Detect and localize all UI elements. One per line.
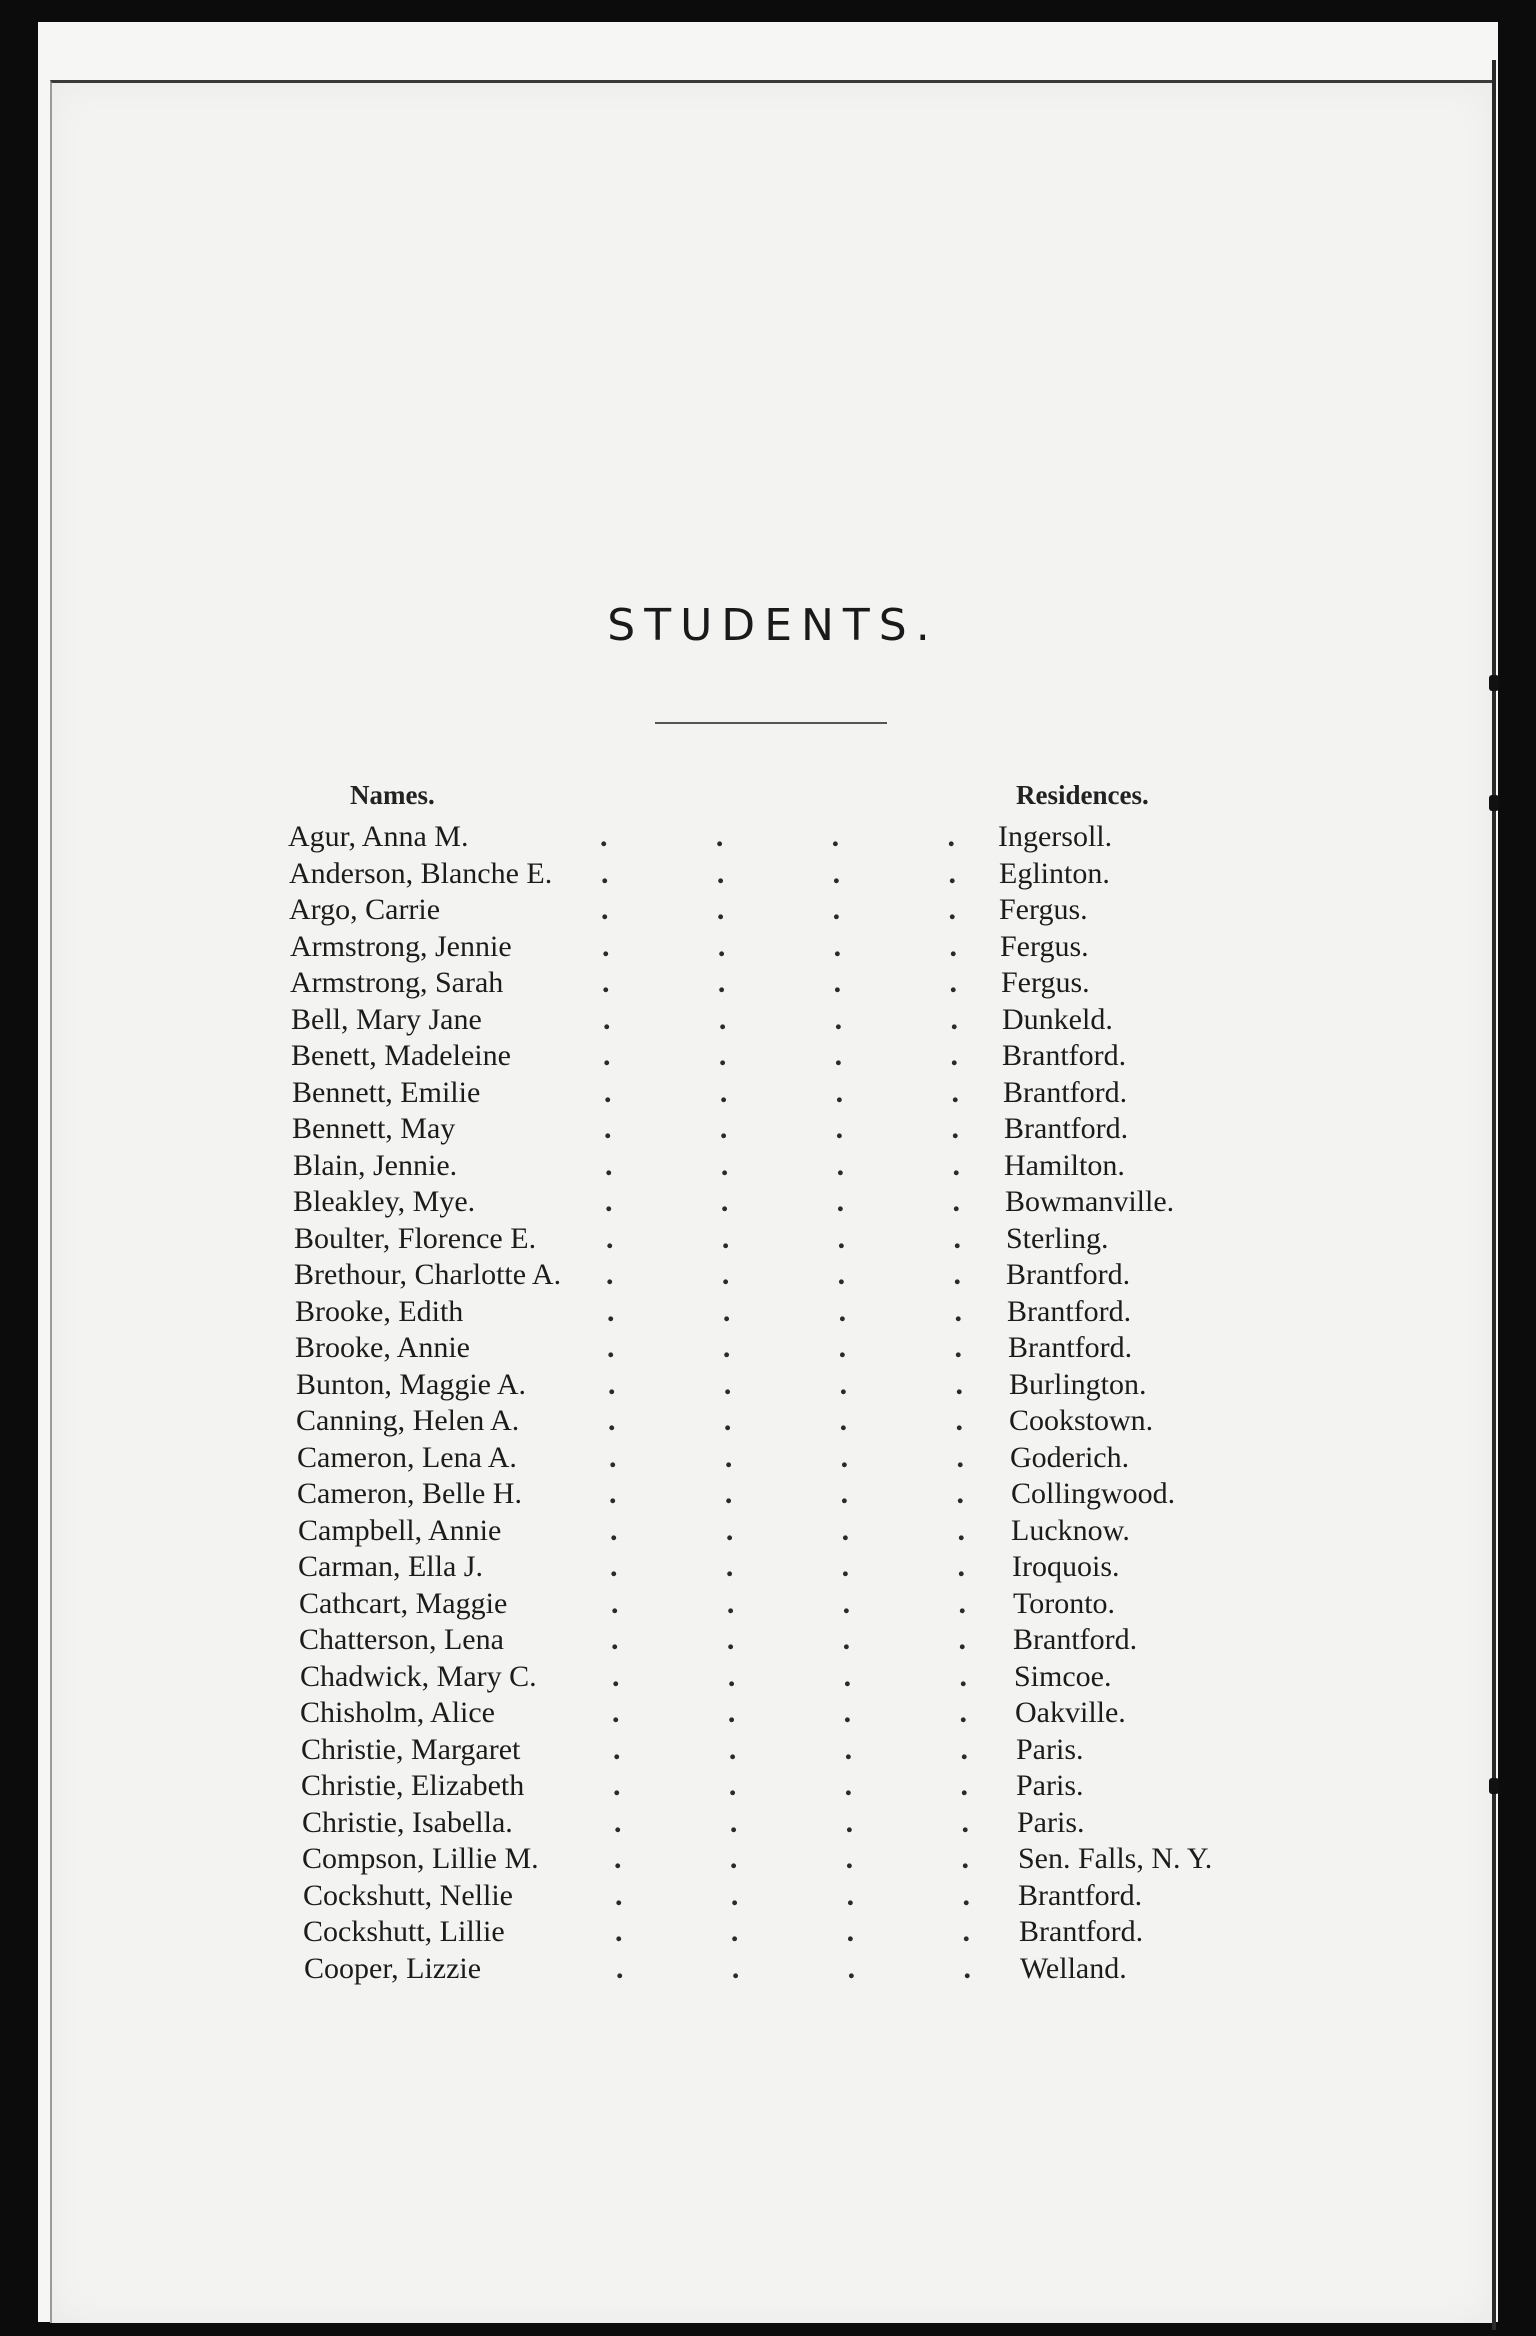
table-row — [0, 1295, 1536, 1332]
leader-dot: . — [957, 1550, 965, 1583]
leader-dot: . — [716, 893, 725, 926]
leader-dot: . — [730, 1878, 739, 1912]
leader-dot: . — [845, 1842, 854, 1875]
table-row — [0, 1258, 1536, 1295]
table-row — [0, 820, 1536, 857]
leader-dot: . — [610, 1513, 618, 1547]
student-name: Cameron, Belle H. — [297, 1477, 522, 1510]
leader-dot: . — [726, 1623, 735, 1656]
leader-dot: . — [609, 1440, 617, 1474]
leader-dot: . — [727, 1696, 736, 1729]
leader-dot: . — [948, 893, 956, 926]
leader-dot: . — [605, 1185, 613, 1218]
table-row — [0, 1842, 1536, 1879]
student-name: Anderson, Blanche E. — [289, 856, 553, 890]
leader-dot: . — [607, 1294, 615, 1328]
leader-dot: . — [608, 1367, 616, 1401]
student-name: Cockshutt, Nellie — [303, 1878, 513, 1912]
leader-dots — [606, 1258, 961, 1292]
table-row — [0, 1039, 1536, 1076]
leader-dot: . — [611, 1586, 619, 1620]
leader-dots — [608, 1368, 963, 1402]
leader-dot: . — [831, 820, 840, 853]
leader-dots — [614, 1842, 969, 1876]
student-name: Bennett, May — [292, 1112, 456, 1145]
leader-dot: . — [948, 856, 956, 890]
leader-dot: . — [606, 1221, 614, 1255]
leader-dot: . — [724, 1440, 733, 1474]
table-row — [0, 1806, 1536, 1843]
leader-dots — [611, 1623, 966, 1657]
leader-dot: . — [962, 1878, 970, 1912]
leader-dots — [615, 1915, 970, 1949]
leader-dot: . — [724, 1477, 733, 1510]
leader-dot: . — [953, 1221, 961, 1255]
student-residence: Hamilton. — [1004, 1148, 1125, 1182]
leader-dot: . — [718, 1002, 727, 1036]
leader-dot: . — [950, 1039, 958, 1072]
leader-dot: . — [836, 1185, 845, 1218]
leader-dot: . — [835, 1075, 844, 1109]
leader-dot: . — [843, 1696, 852, 1729]
leader-dot: . — [949, 966, 957, 999]
leader-dot: . — [715, 820, 724, 853]
leader-dot: . — [728, 1732, 737, 1766]
leader-dot: . — [950, 1002, 958, 1036]
table-row — [0, 857, 1536, 894]
leader-dot: . — [615, 1878, 623, 1912]
student-residence: Fergus. — [1001, 966, 1090, 999]
leader-dot: . — [613, 1769, 621, 1802]
leader-dot: . — [834, 1002, 843, 1036]
leader-dot: . — [958, 1586, 966, 1620]
leader-dot: . — [613, 1732, 621, 1766]
leader-dot: . — [839, 1367, 848, 1401]
leader-dot: . — [718, 1039, 727, 1072]
leader-dot: . — [952, 1148, 960, 1182]
leader-dots — [612, 1660, 967, 1694]
leader-dot: . — [717, 929, 726, 963]
student-residence: Goderich. — [1010, 1440, 1130, 1474]
leader-dot: . — [949, 929, 957, 963]
table-row — [0, 1660, 1536, 1697]
leader-dot: . — [962, 1915, 970, 1948]
leader-dots — [606, 1222, 961, 1256]
student-residence: Brantford. — [1019, 1915, 1144, 1948]
leader-dot: . — [604, 1075, 612, 1109]
student-residence: Brantford. — [1002, 1039, 1127, 1072]
leader-dot: . — [612, 1659, 620, 1693]
leader-dots — [602, 966, 957, 1000]
leader-dot: . — [723, 1404, 732, 1437]
leader-dot: . — [833, 929, 842, 963]
leader-dot: . — [729, 1805, 738, 1839]
leader-dot: . — [603, 1002, 611, 1036]
leader-dot: . — [722, 1294, 731, 1328]
page-title: STUDENTS. — [607, 600, 939, 651]
leader-dot: . — [614, 1842, 622, 1875]
student-residence: Simcoe. — [1014, 1659, 1112, 1693]
student-name: Compson, Lillie M. — [302, 1842, 539, 1875]
student-residence: Brantford. — [1008, 1331, 1133, 1364]
leader-dots — [613, 1733, 968, 1767]
leader-dot: . — [726, 1586, 735, 1620]
leader-dot: . — [722, 1331, 731, 1364]
leader-dot: . — [721, 1221, 730, 1255]
leader-dots — [613, 1769, 968, 1803]
student-name: Brethour, Charlotte A. — [294, 1258, 562, 1291]
student-name: Cockshutt, Lillie — [303, 1915, 505, 1948]
table-row — [0, 1879, 1536, 1916]
leader-dots — [612, 1696, 967, 1730]
table-row — [0, 1331, 1536, 1368]
student-residence: Sen. Falls, N. Y. — [1018, 1842, 1213, 1875]
student-residence: Welland. — [1020, 1951, 1127, 1985]
leader-dots — [605, 1185, 960, 1219]
student-name: Armstrong, Sarah — [290, 966, 504, 999]
leader-dot: . — [839, 1404, 848, 1437]
leader-dot: . — [610, 1550, 618, 1583]
leader-dot: . — [960, 1769, 968, 1802]
table-row — [0, 930, 1536, 967]
leader-dots — [616, 1952, 971, 1986]
leader-dot: . — [832, 893, 841, 926]
student-name: Armstrong, Jennie — [290, 929, 512, 963]
student-name: Argo, Carrie — [289, 893, 441, 926]
leader-dot: . — [725, 1550, 734, 1583]
names-column-header: Names. — [350, 780, 435, 810]
leader-dots — [611, 1587, 966, 1621]
leader-dot: . — [838, 1294, 847, 1328]
table-row — [0, 1550, 1536, 1587]
student-name: Boulter, Florence E. — [294, 1221, 537, 1255]
student-name: Chadwick, Mary C. — [300, 1659, 537, 1693]
leader-dot: . — [615, 1915, 623, 1948]
student-residence: Iroquois. — [1012, 1550, 1120, 1583]
leader-dot: . — [716, 856, 725, 890]
residences-column-header: Residences. — [1016, 780, 1149, 810]
leader-dots — [614, 1806, 969, 1840]
leader-dot: . — [838, 1331, 847, 1364]
leader-dot: . — [832, 856, 841, 890]
table-row — [0, 1733, 1536, 1770]
leader-dot: . — [836, 1148, 845, 1182]
student-name: Campbell, Annie — [298, 1513, 502, 1547]
table-row — [0, 1185, 1536, 1222]
leader-dot: . — [606, 1258, 614, 1291]
student-name: Bennett, Emilie — [292, 1075, 481, 1109]
student-residence: Cookstown. — [1009, 1404, 1154, 1437]
student-name: Christie, Elizabeth — [301, 1769, 525, 1802]
title-rule — [655, 722, 887, 724]
leader-dots — [601, 893, 956, 927]
table-row — [0, 1477, 1536, 1514]
student-name: Cathcart, Maggie — [299, 1586, 508, 1620]
leader-dot: . — [731, 1951, 740, 1985]
leader-dot: . — [951, 1075, 959, 1109]
table-row — [0, 1368, 1536, 1405]
leader-dots — [610, 1550, 965, 1584]
leader-dot: . — [842, 1623, 851, 1656]
leader-dot: . — [834, 1039, 843, 1072]
leader-dot: . — [954, 1294, 962, 1328]
leader-dots — [604, 1112, 959, 1146]
leader-dot: . — [609, 1477, 617, 1510]
student-name: Chisholm, Alice — [300, 1696, 495, 1729]
student-name: Christie, Isabella. — [302, 1805, 513, 1839]
leader-dot: . — [833, 966, 842, 999]
table-row — [0, 893, 1536, 930]
leader-dot: . — [837, 1221, 846, 1255]
leader-dot: . — [612, 1696, 620, 1729]
student-name: Cooper, Lizzie — [304, 1951, 482, 1985]
leader-dot: . — [835, 1112, 844, 1145]
leader-dots — [609, 1441, 964, 1475]
table-row — [0, 1696, 1536, 1733]
leader-dot: . — [719, 1112, 728, 1145]
student-residence: Brantford. — [1018, 1878, 1143, 1912]
table-row — [0, 1769, 1536, 1806]
leader-dot: . — [717, 966, 726, 999]
leader-dot: . — [952, 1185, 960, 1218]
student-residence: Paris. — [1017, 1805, 1085, 1839]
leader-dot: . — [723, 1367, 732, 1401]
leader-dot: . — [729, 1842, 738, 1875]
leader-dot: . — [720, 1148, 729, 1182]
student-residence: Burlington. — [1009, 1367, 1147, 1401]
table-row — [0, 1952, 1536, 1989]
table-row — [0, 1587, 1536, 1624]
leader-dot: . — [843, 1659, 852, 1693]
table-row — [0, 1915, 1536, 1952]
student-residence: Brantford. — [1006, 1258, 1131, 1291]
student-name: Cameron, Lena A. — [297, 1440, 517, 1474]
leader-dots — [603, 1039, 958, 1073]
leader-dots — [605, 1149, 960, 1183]
leader-dot: . — [845, 1805, 854, 1839]
student-name: Bleakley, Mye. — [293, 1185, 476, 1218]
student-list — [0, 820, 1536, 1988]
leader-dots — [602, 930, 957, 964]
leader-dot: . — [721, 1258, 730, 1291]
leader-dot: . — [960, 1732, 968, 1766]
table-row — [0, 1623, 1536, 1660]
leader-dot: . — [603, 1039, 611, 1072]
leader-dot: . — [719, 1075, 728, 1109]
leader-dot: . — [837, 1258, 846, 1291]
student-residence: Ingersoll. — [998, 820, 1113, 853]
student-residence: Fergus. — [1000, 929, 1089, 963]
leader-dots — [604, 1076, 959, 1110]
leader-dots — [608, 1404, 963, 1438]
student-name: Agur, Anna M. — [288, 820, 469, 853]
leader-dots — [600, 820, 955, 854]
leader-dot: . — [963, 1951, 971, 1985]
leader-dots — [615, 1879, 970, 1913]
leader-dot: . — [842, 1586, 851, 1620]
leader-dot: . — [846, 1915, 855, 1948]
student-name: Benett, Madeleine — [291, 1039, 511, 1072]
leader-dot: . — [846, 1878, 855, 1912]
leader-dot: . — [840, 1440, 849, 1474]
leader-dots — [607, 1295, 962, 1329]
leader-dots — [609, 1477, 964, 1511]
leader-dot: . — [955, 1404, 963, 1437]
leader-dot: . — [600, 820, 608, 853]
student-name: Bunton, Maggie A. — [296, 1367, 526, 1401]
leader-dot: . — [959, 1696, 967, 1729]
table-row — [0, 966, 1536, 1003]
leader-dot: . — [725, 1513, 734, 1547]
student-residence: Dunkeld. — [1002, 1002, 1113, 1036]
leader-dot: . — [614, 1805, 622, 1839]
leader-dot: . — [959, 1659, 967, 1693]
table-row — [0, 1441, 1536, 1478]
table-row — [0, 1003, 1536, 1040]
table-row — [0, 1222, 1536, 1259]
leader-dot: . — [601, 856, 609, 890]
student-name: Chatterson, Lena — [299, 1623, 504, 1656]
student-name: Carman, Ella J. — [298, 1550, 483, 1583]
leader-dot: . — [602, 929, 610, 963]
table-row — [0, 1514, 1536, 1551]
student-name: Bell, Mary Jane — [291, 1002, 482, 1036]
leader-dot: . — [604, 1112, 612, 1145]
student-residence: Paris. — [1016, 1769, 1084, 1802]
leader-dots — [607, 1331, 962, 1365]
leader-dot: . — [720, 1185, 729, 1218]
student-residence: Toronto. — [1013, 1586, 1116, 1620]
binding-mark — [1489, 795, 1499, 811]
student-name: Christie, Margaret — [301, 1732, 521, 1766]
leader-dot: . — [602, 966, 610, 999]
student-residence: Oakville. — [1015, 1696, 1126, 1729]
leader-dot: . — [840, 1477, 849, 1510]
leader-dot: . — [844, 1732, 853, 1766]
student-residence: Sterling. — [1006, 1221, 1109, 1255]
student-residence: Lucknow. — [1011, 1513, 1130, 1547]
binding-mark — [1489, 675, 1499, 691]
leader-dots — [610, 1514, 965, 1548]
leader-dot: . — [847, 1951, 856, 1985]
table-row — [0, 1404, 1536, 1441]
leader-dot: . — [727, 1659, 736, 1693]
leader-dot: . — [841, 1550, 850, 1583]
leader-dot: . — [954, 1331, 962, 1364]
leader-dot: . — [947, 820, 955, 853]
leader-dots — [601, 857, 956, 891]
leader-dot: . — [611, 1623, 619, 1656]
leader-dot: . — [961, 1842, 969, 1875]
table-row — [0, 1149, 1536, 1186]
leader-dot: . — [955, 1367, 963, 1401]
leader-dot: . — [961, 1805, 969, 1839]
student-residence: Eglinton. — [999, 856, 1110, 890]
student-residence: Collingwood. — [1011, 1477, 1176, 1510]
leader-dot: . — [951, 1112, 959, 1145]
leader-dot: . — [956, 1477, 964, 1510]
leader-dot: . — [605, 1148, 613, 1182]
leader-dot: . — [616, 1951, 624, 1985]
leader-dot: . — [957, 1513, 965, 1547]
student-residence: Brantford. — [1013, 1623, 1138, 1656]
student-name: Brooke, Edith — [295, 1294, 464, 1328]
table-row — [0, 1112, 1536, 1149]
leader-dot: . — [958, 1623, 966, 1656]
leader-dot: . — [841, 1513, 850, 1547]
student-residence: Paris. — [1016, 1732, 1084, 1766]
student-residence: Fergus. — [999, 893, 1088, 926]
leader-dot: . — [953, 1258, 961, 1291]
leader-dot: . — [730, 1915, 739, 1948]
leader-dot: . — [728, 1769, 737, 1802]
leader-dot: . — [607, 1331, 615, 1364]
student-residence: Bowmanville. — [1005, 1185, 1175, 1218]
table-row — [0, 1076, 1536, 1113]
student-name: Brooke, Annie — [295, 1331, 470, 1364]
student-name: Canning, Helen A. — [296, 1404, 520, 1437]
student-residence: Brantford. — [1003, 1075, 1128, 1109]
student-name: Blain, Jennie. — [293, 1148, 458, 1182]
leader-dots — [603, 1003, 958, 1037]
leader-dot: . — [601, 893, 609, 926]
student-residence: Brantford. — [1004, 1112, 1129, 1145]
leader-dot: . — [608, 1404, 616, 1437]
leader-dot: . — [956, 1440, 964, 1474]
leader-dot: . — [844, 1769, 853, 1802]
student-residence: Brantford. — [1007, 1294, 1132, 1328]
